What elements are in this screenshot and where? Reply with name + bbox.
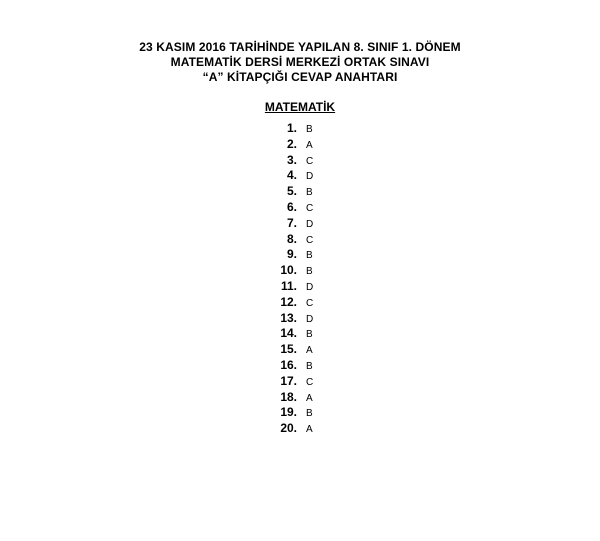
answer-letter: C <box>306 297 314 309</box>
answer-row <box>0 263 600 279</box>
answer-letter: D <box>306 313 314 325</box>
answer-row <box>0 342 600 358</box>
answer-row <box>0 168 600 184</box>
header-line-2: MATEMATİK DERSİ MERKEZİ ORTAK SINAVI <box>170 55 430 69</box>
question-number: 19. <box>280 405 297 420</box>
answer-row <box>0 137 600 153</box>
question-number: 15. <box>280 342 297 357</box>
answer-letter: B <box>306 329 313 341</box>
answer-letter: C <box>306 234 314 246</box>
answer-letter: B <box>306 408 313 420</box>
answer-letter: B <box>306 124 313 135</box>
answer-list <box>0 121 600 437</box>
question-number: 7. <box>286 215 297 230</box>
answer-letter: D <box>306 171 314 183</box>
answer-letter: D <box>306 281 314 293</box>
answer-letter: B <box>306 266 313 278</box>
question-number: 1. <box>286 121 297 135</box>
answer-letter: D <box>306 218 314 230</box>
answer-row <box>0 232 600 248</box>
answer-row <box>0 390 600 406</box>
question-number: 16. <box>280 357 297 372</box>
document-header <box>0 40 600 85</box>
question-number: 6. <box>286 199 297 214</box>
answer-letter: C <box>306 155 314 167</box>
question-number: 8. <box>286 231 297 246</box>
question-number: 4. <box>286 168 297 183</box>
answer-letter: B <box>306 360 313 372</box>
question-number: 20. <box>280 421 297 436</box>
header-line-1: 23 KASIM 2016 TARİHİNDE YAPILAN 8. SINIF 1. DÖNEM <box>139 40 461 54</box>
question-number: 3. <box>286 152 297 167</box>
header-line-3: “A” KİTAPÇIĞI CEVAP ANAHTARI <box>202 70 398 84</box>
answer-row <box>0 153 600 169</box>
answer-letter: B <box>306 250 313 262</box>
answer-letter: C <box>306 376 314 388</box>
answer-letter: A <box>306 392 313 404</box>
question-number: 17. <box>280 373 297 388</box>
answer-row <box>0 374 600 390</box>
answer-row <box>0 279 600 295</box>
answer-letter: B <box>306 187 313 199</box>
answer-row <box>0 311 600 327</box>
answer-row <box>0 200 600 216</box>
question-number: 5. <box>286 184 297 199</box>
answer-row <box>0 326 600 342</box>
answer-row <box>0 358 600 374</box>
question-number: 11. <box>280 278 297 293</box>
answer-letter: A <box>306 345 313 357</box>
answer-row <box>0 421 600 437</box>
answer-letter: A <box>306 139 313 151</box>
answer-row <box>0 405 600 421</box>
question-number: 13. <box>280 310 297 325</box>
question-number: 2. <box>286 136 297 151</box>
answer-row <box>0 216 600 232</box>
answer-row <box>0 247 600 263</box>
subject-title: MATEMATİK <box>264 100 336 114</box>
question-number: 18. <box>280 389 297 404</box>
answer-row <box>0 184 600 200</box>
answer-letter: C <box>306 202 314 214</box>
question-number: 10. <box>280 263 297 278</box>
question-number: 9. <box>286 247 297 262</box>
question-number: 12. <box>280 294 297 309</box>
question-number: 14. <box>280 326 297 341</box>
answer-row <box>0 295 600 311</box>
answer-letter: A <box>306 424 313 436</box>
answer-row <box>0 121 600 137</box>
